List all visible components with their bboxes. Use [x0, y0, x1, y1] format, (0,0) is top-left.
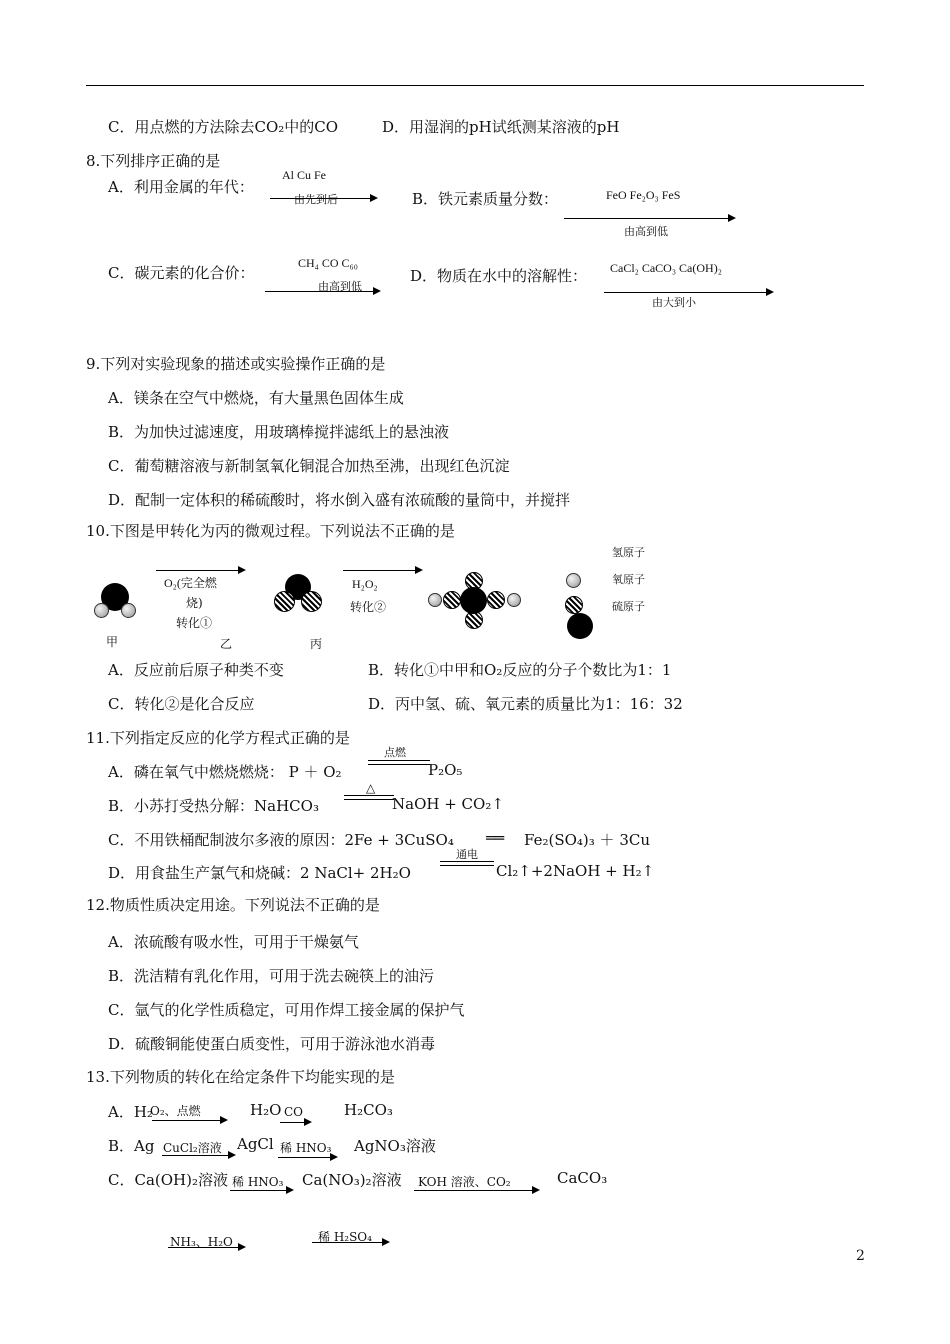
page-number: 2 [856, 1248, 865, 1264]
q13-b-arrow-2 [278, 1157, 336, 1158]
q13-b-condition-2: 稀 HNO₃ [280, 1141, 332, 1155]
q11-b-condition: △ [366, 781, 376, 795]
q11-a-equals [368, 760, 430, 765]
q11-b-products: NaOH + CO₂↑ [392, 795, 504, 813]
q7-option-d: D．用湿润的pH试纸测某溶液的pH [382, 118, 620, 136]
q10-stem: 10.下图是甲转化为丙的微观过程。下列说法不正确的是 [86, 522, 455, 540]
q8-d-arrow [604, 292, 772, 293]
q12-option-a: A．浓硫酸有吸水性，可用于干燥氨气 [108, 933, 359, 951]
q13-b-condition-1: CuCl₂溶液 [163, 1141, 222, 1155]
q12-option-b: B．洗洁精有乳化作用，可用于洗去碗筷上的油污 [108, 967, 435, 985]
q8-a-items: Al Cu Fe [282, 168, 327, 182]
q11-d-condition: 通电 [456, 848, 478, 861]
legend-sulfur-atom [567, 613, 593, 639]
jia-hydrogen-atom-2 [121, 603, 136, 618]
q9-option-a: A．镁条在空气中燃烧，有大量黑色固体生成 [108, 389, 404, 407]
q12-stem: 12.物质性质决定用途。下列说法不正确的是 [86, 896, 380, 914]
q8-c-label: C．碳元素的化合价： [108, 264, 255, 282]
bing-oxygen-atom-right [487, 591, 505, 609]
q11-c-products: Fe₂(SO₄)₃ ＋ 3Cu [524, 831, 650, 849]
q13-d-condition-1: NH₃、H₂O [170, 1235, 233, 1249]
legend-hydrogen-label: 氢原子 [612, 546, 645, 559]
q13-stem: 13.下列物质的转化在给定条件下均能实现的是 [86, 1068, 395, 1086]
q13-d-condition-2: 稀 H₂SO₄ [318, 1230, 372, 1244]
conversion-1-reagent-cont: 烧) [186, 596, 203, 610]
label-jia: 甲 [106, 635, 119, 649]
q8-b-direction: 由高到低 [624, 225, 668, 238]
q13-a-condition-1: O₂、点燃 [150, 1104, 201, 1118]
q11-b-reactants: B．小苏打受热分解：NaHCO₃ [108, 797, 319, 815]
q9-option-c: C．葡萄糖溶液与新制氢氧化铜混合加热至沸，出现红色沉淀 [108, 457, 510, 475]
bing-sulfur-atom [460, 587, 487, 614]
conversion-2-arrow [343, 570, 421, 571]
q11-a-reactants: A．磷在氧气中燃烧燃烧： P ＋ O₂ [108, 763, 342, 781]
q8-a-label: A．利用金属的年代： [108, 178, 254, 196]
q13-c-arrow-2 [414, 1190, 538, 1191]
label-bing: 丙 [310, 637, 323, 651]
q8-b-arrow [564, 218, 734, 219]
q13-c-middle: Ca(NO₃)₂溶液 [302, 1171, 402, 1189]
yi-oxygen-atom-1 [274, 591, 295, 612]
q8-b-items: FeO Fe₂O₃ FeS [606, 188, 681, 202]
q11-c-reactants: C．不用铁桶配制波尔多液的原因：2Fe + 3CuSO₄ [108, 831, 454, 849]
bing-hydrogen-atom-1 [428, 593, 442, 607]
q8-stem: 8.下列排序正确的是 [86, 152, 221, 170]
q12-option-d: D．硫酸铜能使蛋白质变性，可用于游泳池水消毒 [108, 1035, 436, 1053]
q8-a-direction: 由先到后 [294, 193, 338, 206]
q13-a-middle: H₂O [250, 1101, 282, 1119]
q11-d-equals [440, 861, 494, 866]
q8-b-label: B．铁元素质量分数： [412, 190, 559, 208]
q10-option-a: A．反应前后原子种类不变 [108, 661, 284, 679]
conversion-2-reagent: H₂O₂ [352, 577, 378, 591]
q13-a-start: A．H₂ [108, 1103, 153, 1121]
q8-c-direction: 由高到低 [318, 280, 362, 293]
conversion-2-label: 转化② [350, 600, 387, 614]
q8-d-label: D．物质在水中的溶解性： [410, 267, 588, 285]
header-rule [86, 85, 864, 86]
legend-oxygen-atom [565, 596, 583, 614]
q13-c-start: C．Ca(OH)₂溶液 [108, 1171, 228, 1189]
jia-hydrogen-atom-1 [94, 603, 109, 618]
q13-c-condition-1: 稀 HNO₃ [232, 1175, 284, 1189]
q11-d-products: Cl₂↑+2NaOH + H₂↑ [496, 862, 655, 880]
q13-a-condition-2: CO [284, 1105, 304, 1119]
q13-b-end: AgNO₃溶液 [354, 1137, 436, 1155]
q11-a-products: P₂O₅ [428, 761, 463, 779]
legend-sulfur-label: 硫原子 [612, 600, 645, 613]
q9-option-d: D．配制一定体积的稀硫酸时，将水倒入盛有浓硫酸的量筒中，并搅拌 [108, 491, 571, 509]
q8-c-items: CH₄ CO C₆₀ [298, 256, 358, 270]
q13-c-arrow-1 [230, 1190, 292, 1191]
legend-hydrogen-atom [566, 573, 581, 588]
q10-option-c: C．转化②是化合反应 [108, 695, 255, 713]
q13-c-condition-2: KOH 溶液、CO₂ [418, 1175, 511, 1189]
q9-stem: 9.下列对实验现象的描述或实验操作正确的是 [86, 355, 386, 373]
label-yi: 乙 [220, 637, 233, 651]
conversion-1-arrow [156, 570, 244, 571]
q13-d-arrow-2 [312, 1242, 388, 1243]
conversion-1-reagent: O₂(完全燃 [164, 576, 217, 590]
q11-d-reactants: D．用食盐生产氯气和烧碱：2 NaCl+ 2H₂O [108, 864, 411, 882]
q13-d-arrow-1 [168, 1247, 244, 1248]
q7-option-c: C．用点燃的方法除去CO₂中的CO [108, 118, 339, 136]
q10-option-b: B．转化①中甲和O₂反应的分子个数比为1：1 [368, 661, 672, 679]
conversion-1-label: 转化① [176, 616, 213, 630]
q13-b-arrow-1 [162, 1155, 234, 1156]
bing-hydrogen-atom-2 [507, 593, 521, 607]
q9-option-b: B．为加快过滤速度，用玻璃棒搅拌滤纸上的悬浊液 [108, 423, 450, 441]
q13-a-arrow-2 [280, 1122, 310, 1123]
q13-a-arrow-1 [152, 1120, 226, 1121]
q11-stem: 11.下列指定反应的化学方程式正确的是 [86, 729, 350, 747]
q13-b-start: B．Ag [108, 1137, 155, 1155]
q8-d-items: CaCl₂ CaCO₃ Ca(OH)₂ [610, 261, 722, 275]
q13-a-end: H₂CO₃ [344, 1101, 393, 1119]
q13-c-end: CaCO₃ [557, 1169, 608, 1187]
q10-option-d: D．丙中氢、硫、氧元素的质量比为1：16：32 [368, 695, 683, 713]
bing-oxygen-atom-left [443, 591, 461, 609]
q13-b-middle: AgCl [237, 1135, 274, 1153]
q11-c-equals: ══ [486, 829, 505, 847]
q12-option-c: C．氩气的化学性质稳定，可用作焊工接金属的保护气 [108, 1001, 465, 1019]
yi-oxygen-atom-2 [301, 591, 322, 612]
q11-a-condition: 点燃 [384, 746, 406, 759]
legend-oxygen-label: 氧原子 [612, 573, 645, 586]
q11-b-equals [344, 795, 394, 800]
q8-d-direction: 由大到小 [652, 296, 696, 309]
